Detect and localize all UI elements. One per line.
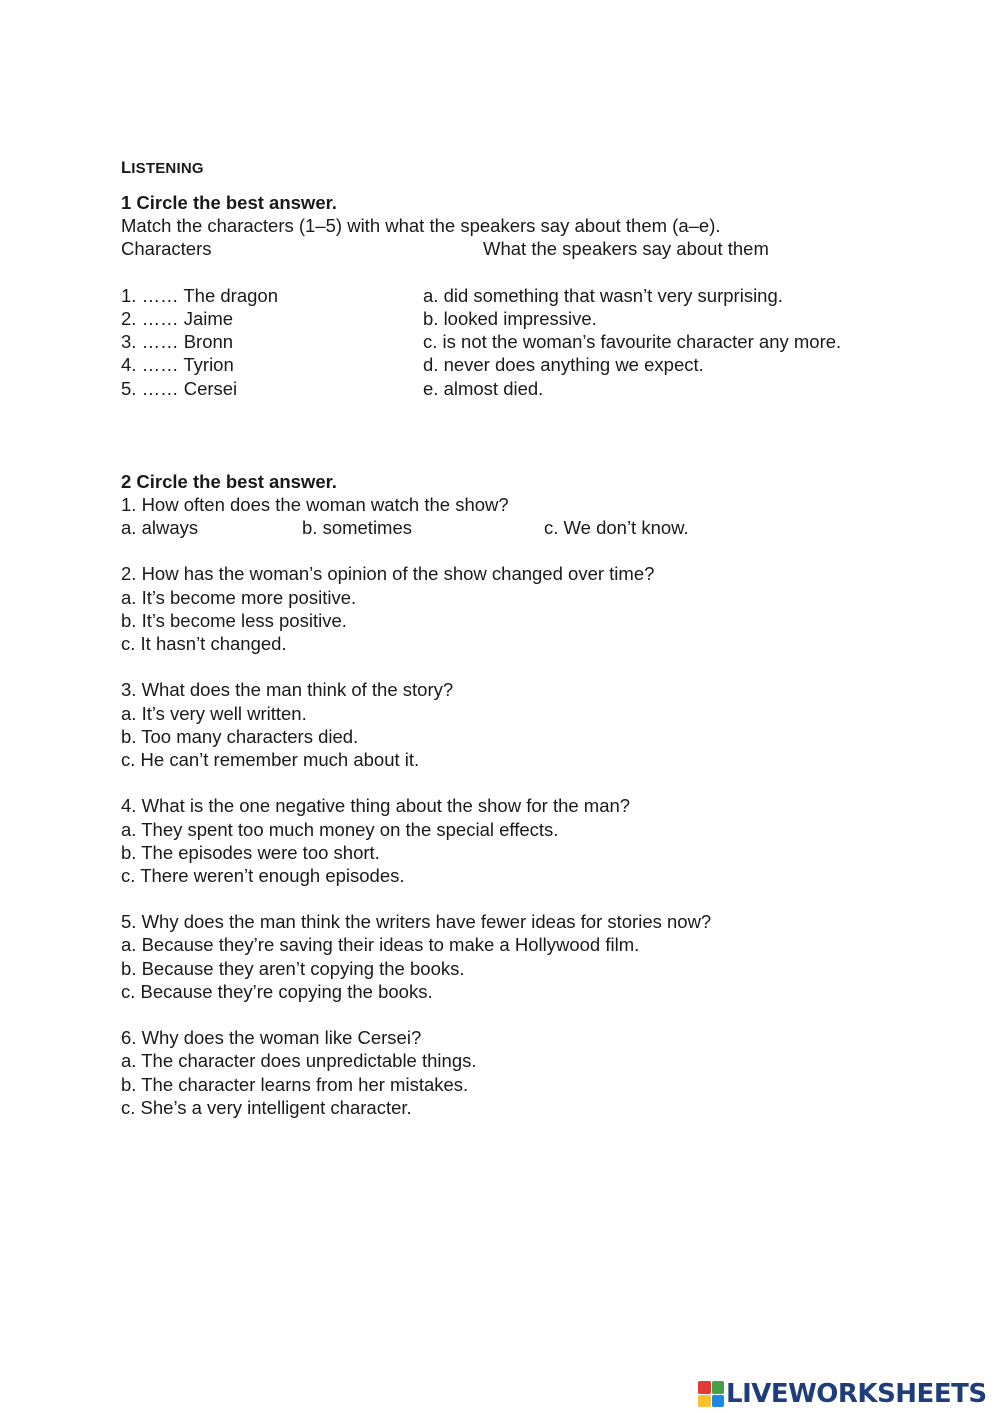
- character-item[interactable]: 5. …… Cersei: [121, 377, 238, 399]
- match-row: [121, 353, 921, 376]
- answer-option[interactable]: b. Because they aren’t copying the books.: [121, 957, 465, 979]
- logo-block: [712, 1395, 725, 1408]
- match-row: [121, 284, 921, 307]
- answer-option[interactable]: c. We don’t know.: [544, 517, 689, 539]
- character-item[interactable]: 3. …… Bronn: [121, 331, 234, 353]
- logo-block: [698, 1395, 711, 1408]
- statement-item: e. almost died.: [423, 377, 544, 399]
- answer-option[interactable]: b. The episodes were too short.: [121, 841, 380, 863]
- answer-option[interactable]: c. There weren’t enough episodes.: [121, 864, 405, 886]
- statement-item: b. looked impressive.: [423, 307, 597, 329]
- heading-rest: ISTENING: [131, 160, 204, 177]
- exercise-1-instruction: Match the characters (1–5) with what the speakers say about them (a–e).: [121, 215, 721, 237]
- character-item[interactable]: 2. …… Jaime: [121, 307, 234, 329]
- logo-text: LIVEWORKSHEETS: [726, 1379, 987, 1409]
- answer-option[interactable]: b. sometimes: [302, 517, 413, 539]
- answer-option[interactable]: c. It hasn’t changed.: [121, 633, 287, 654]
- answer-option[interactable]: c. He can’t remember much about it.: [121, 748, 420, 770]
- statement-item: d. never does anything we expect.: [423, 354, 704, 376]
- exercise-1-column-headers: [121, 237, 921, 260]
- column-header-statements: What the speakers say about them: [483, 238, 769, 260]
- character-item[interactable]: 1. …… The dragon: [121, 284, 278, 306]
- question-1-options: [121, 516, 921, 539]
- answer-option[interactable]: a. Because they’re saving their ideas to make a Hollywood film.: [121, 934, 640, 956]
- answer-option[interactable]: b. The character learns from her mistakes.: [121, 1073, 469, 1095]
- match-row: [121, 330, 921, 353]
- answer-option[interactable]: b. Too many characters died.: [121, 725, 359, 747]
- question-3: 3. What does the man think of the story?: [121, 679, 454, 701]
- answer-option[interactable]: a. It’s very well written.: [121, 702, 307, 724]
- question-1: 1. How often does the woman watch the show?: [121, 493, 509, 515]
- statement-item: c. is not the woman’s favourite character any more.: [423, 331, 842, 353]
- statement-item: a. did something that wasn’t very surprising.: [423, 284, 783, 306]
- exercise-2-title: 2 Circle the best answer.: [121, 470, 337, 492]
- exercise-1-title: 1 Circle the best answer.: [121, 192, 337, 213]
- answer-option[interactable]: b. It’s become less positive.: [121, 609, 347, 631]
- question-2: 2. How has the woman’s opinion of the show changed over time?: [121, 563, 655, 585]
- question-4: 4. What is the one negative thing about the show for the man?: [121, 795, 631, 817]
- answer-option[interactable]: a. They spent too much money on the special effects.: [121, 818, 559, 840]
- character-item[interactable]: 4. …… Tyrion: [121, 354, 234, 376]
- answer-option[interactable]: a. The character does unpredictable things.: [121, 1050, 477, 1072]
- answer-option[interactable]: a. It’s become more positive.: [121, 586, 357, 608]
- answer-option[interactable]: c. She’s a very intelligent character.: [121, 1096, 412, 1118]
- liveworksheets-logo: [698, 1378, 987, 1410]
- match-row: [121, 377, 921, 400]
- question-6: 6. Why does the woman like Cersei?: [121, 1027, 422, 1049]
- answer-option[interactable]: c. Because they’re copying the books.: [121, 980, 433, 1002]
- heading-initial: L: [121, 159, 132, 177]
- match-row: [121, 307, 921, 330]
- section-heading: [121, 158, 921, 179]
- question-5: 5. Why does the man think the writers have fewer ideas for stories now?: [121, 911, 712, 933]
- logo-block: [712, 1381, 725, 1394]
- column-header-characters: Characters: [121, 238, 212, 260]
- logo-block: [698, 1381, 711, 1394]
- logo-blocks-icon: [698, 1381, 724, 1407]
- worksheet: [121, 158, 921, 1119]
- answer-option[interactable]: a. always: [121, 517, 199, 539]
